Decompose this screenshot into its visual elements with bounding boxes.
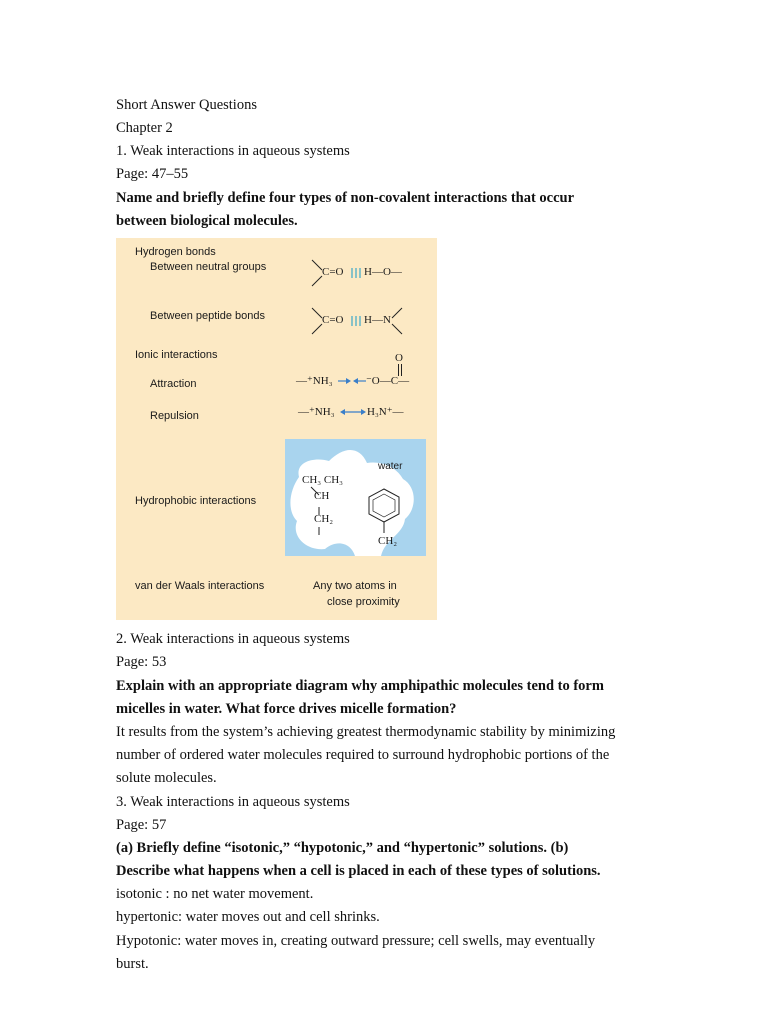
- van-der-waals-label: van der Waals interactions: [135, 580, 265, 592]
- hydrogen-bonds-title: Hydrogen bonds: [135, 246, 216, 258]
- neutral-groups-label: Between neutral groups: [150, 261, 267, 273]
- q3-page: Page: 57: [116, 817, 167, 833]
- hydrophobic-interactions-label: Hydrophobic interactions: [135, 495, 257, 507]
- ionic-interactions-title: Ionic interactions: [135, 349, 218, 361]
- methylene-group: CH₂: [314, 513, 334, 525]
- van-der-waals-description-line1: Any two atoms in: [313, 580, 397, 592]
- document-title: Short Answer Questions: [116, 97, 257, 113]
- neutral-formula-right: H—O—: [364, 266, 402, 278]
- q1-question-line1: Name and briefly define four types of non-covalent interactions that occur: [116, 190, 575, 206]
- hydrogen-bond-dashes-icon: [349, 267, 365, 279]
- q3-question-line1: (a) Briefly define “isotonic,” “hypotonic,” and “hypertonic” solutions. (b): [116, 840, 569, 856]
- q3-answer-isotonic: isotonic : no net water movement.: [116, 886, 314, 902]
- q3-topic: 3. Weak interactions in aqueous systems: [116, 794, 350, 810]
- methine-group: CH: [314, 490, 330, 502]
- q1-question-line2: between biological molecules.: [116, 213, 298, 229]
- q3-answer-hypotonic-line1: Hypotonic: water moves in, creating outward pressure; cell swells, may eventually: [116, 933, 596, 949]
- q2-answer-line3: solute molecules.: [116, 770, 217, 786]
- peptide-formula-left: C=O: [322, 314, 344, 326]
- van-der-waals-description-line2: close proximity: [327, 596, 400, 608]
- carbonyl-oxygen: O: [395, 352, 403, 364]
- q2-answer-line1: It results from the system’s achieving greatest thermodynamic stability by minimizing: [116, 724, 616, 740]
- q3-answer-hypertonic: hypertonic: water moves out and cell shrinks.: [116, 909, 380, 925]
- q2-question-line1: Explain with an appropriate diagram why amphipathic molecules tend to form: [116, 678, 604, 694]
- repulsion-arrow-icon: [340, 406, 366, 418]
- water-region-illustration: [285, 439, 426, 556]
- attraction-right-group: ⁻O—C—: [366, 375, 410, 387]
- isopropyl-methyls: CH₃ CH₃: [302, 474, 343, 486]
- repulsion-left-group: —⁺NH₃: [298, 406, 335, 418]
- q2-question-line2: micelles in water. What force drives micelle formation?: [116, 701, 457, 717]
- hydrogen-bond-dashes-icon: [349, 315, 365, 327]
- repulsion-label: Repulsion: [150, 410, 199, 422]
- attraction-label: Attraction: [150, 378, 197, 390]
- chapter-label: Chapter 2: [116, 120, 173, 136]
- q2-answer-line2: number of ordered water molecules required to surround hydrophobic portions of the: [116, 747, 610, 763]
- q3-answer-hypotonic-line2: burst.: [116, 956, 149, 972]
- benzyl-methylene-group: CH₂: [378, 535, 398, 547]
- attraction-left-group: —⁺NH₃: [296, 375, 333, 387]
- neutral-formula-left: C=O: [322, 266, 344, 278]
- q2-page: Page: 53: [116, 654, 167, 670]
- noncovalent-interactions-figure: [116, 238, 437, 620]
- attraction-arrows-icon: [338, 375, 366, 387]
- peptide-formula-right: H—N: [364, 314, 391, 326]
- bond-lines-icon: [390, 306, 406, 336]
- peptide-bonds-label: Between peptide bonds: [150, 310, 265, 322]
- q1-topic: 1. Weak interactions in aqueous systems: [116, 143, 350, 159]
- q1-page: Page: 47–55: [116, 166, 189, 182]
- repulsion-right-group: H₃N⁺—: [367, 406, 404, 418]
- q3-question-line2: Describe what happens when a cell is placed in each of these types of solutions.: [116, 863, 601, 879]
- q2-topic: 2. Weak interactions in aqueous systems: [116, 631, 350, 647]
- water-label: water: [378, 461, 403, 472]
